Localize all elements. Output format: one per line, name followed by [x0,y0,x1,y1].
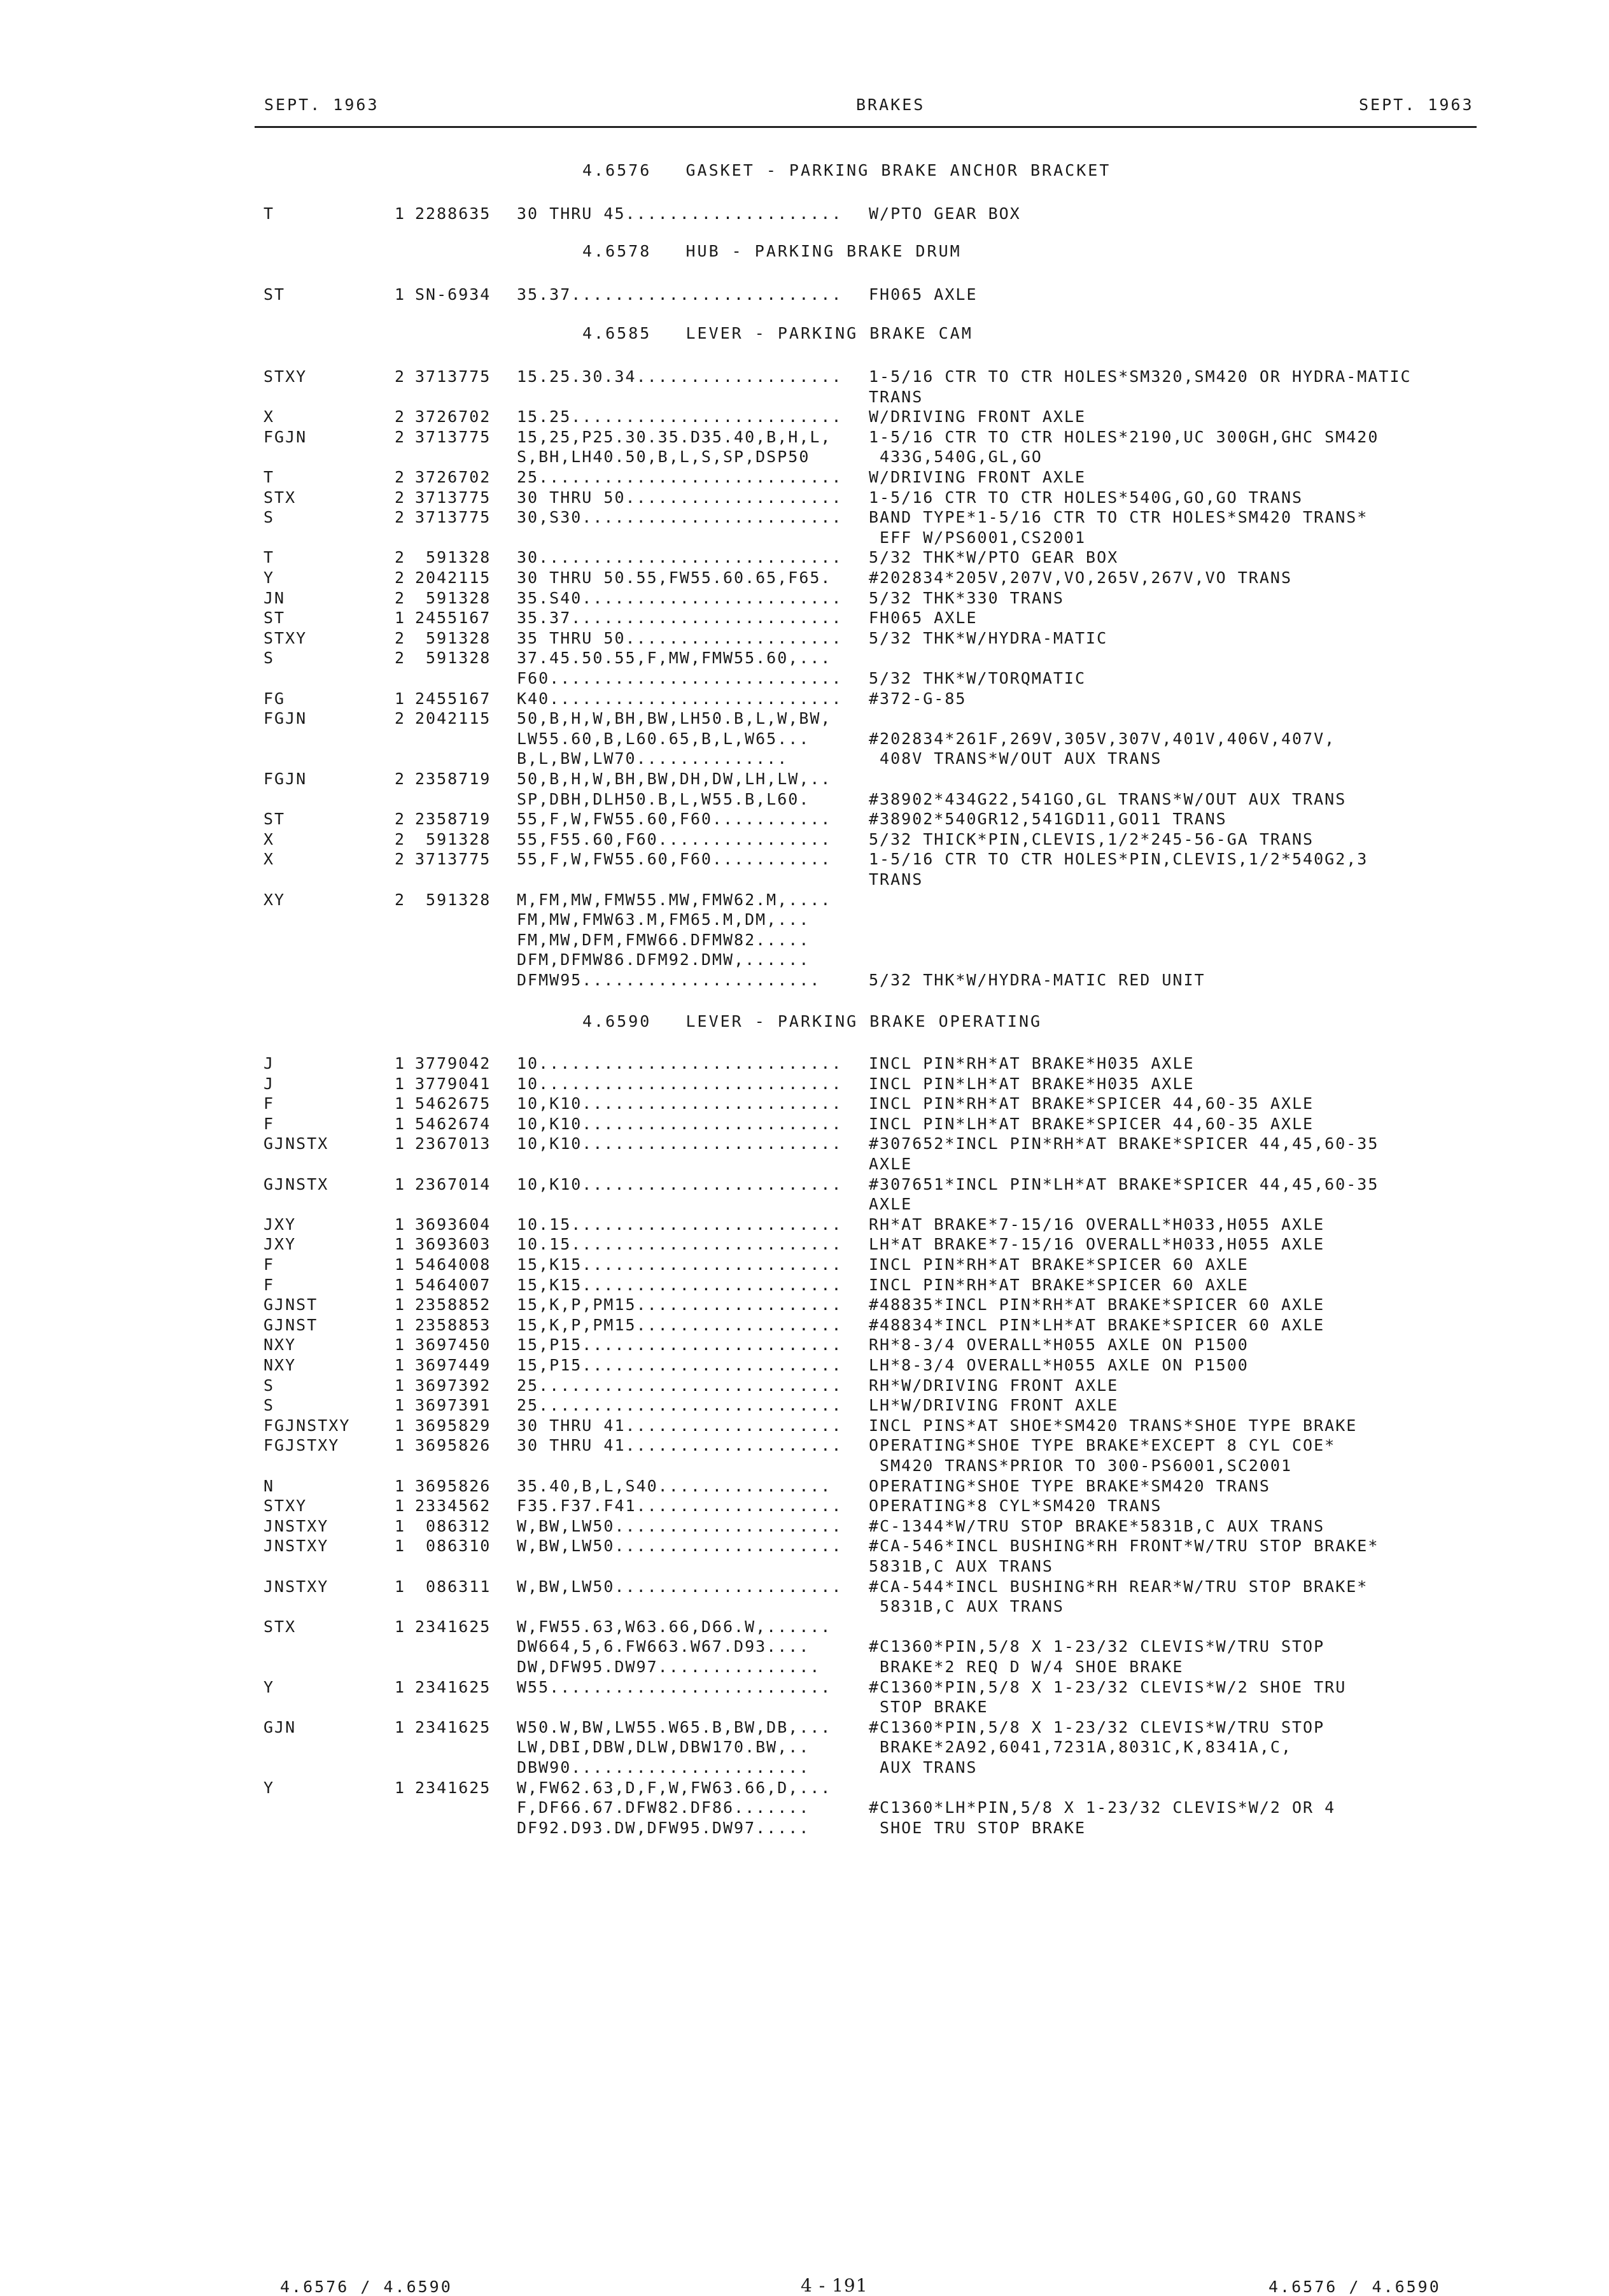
row-application: DW,DFW95.DW97............... [517,1658,821,1676]
row-description: LH*W/DRIVING FRONT AXLE [869,1396,1119,1415]
row-quantity: 1 [395,1335,406,1355]
row-part-number: 3693604 [415,1215,491,1234]
row-description: STOP BRAKE [869,1698,988,1717]
row-part-number: 591328 [415,588,491,607]
row-model-code: FGJN [263,427,307,446]
row-application: 35.S40........................ [517,588,843,607]
row-application: 55,F,W,FW55.60,F60........... [517,850,832,869]
row-application: 15,P15........................ [517,1335,843,1355]
row-quantity: 1 [395,1577,406,1596]
row-description: EFF W/PS6001,CS2001 [869,528,1086,547]
row-model-code: GJNSTX [263,1134,329,1153]
row-application: 30 THRU 41.................... [517,1416,843,1435]
row-application: SP,DBH,DLH50.B,L,W55.B,L60. [517,789,810,808]
row-application: DFM,DFMW86.DFM92.DMW,...... [517,950,810,969]
row-description: INCL PIN*RH*AT BRAKE*SPICER 44,60-35 AXLE [869,1094,1314,1113]
row-model-code: GJNSTX [263,1174,329,1194]
row-part-number: 3779041 [415,1074,491,1093]
row-quantity: 1 [395,689,406,708]
row-description: OPERATING*8 CYL*SM420 TRANS [869,1497,1162,1516]
row-application: 15.25.30.34................... [517,367,843,386]
row-model-code: T [263,468,275,486]
row-description: BRAKE*2A92,6041,7231A,8031C,K,8341A,C, [869,1738,1292,1757]
row-application: W50.W,BW,LW55.W65.B,BW,DB,... [517,1717,832,1736]
row-application: W,FW62.63,D,F,W,FW63.66,D,... [517,1778,832,1797]
header-date-right: SEPT. 1963 [1359,95,1474,114]
row-quantity: 2 [395,709,406,728]
row-description: AXLE [869,1195,913,1214]
row-application: 30 THRU 50.................... [517,488,843,507]
row-application: 55,F,W,FW55.60,F60........... [517,810,832,829]
row-description: #307652*INCL PIN*RH*AT BRAKE*SPICER 44,45,60-35 [869,1134,1379,1153]
row-part-number: 3726702 [415,407,491,426]
row-part-number: 3713775 [415,367,491,386]
row-quantity: 2 [395,850,406,869]
row-description: 5831B,C AUX TRANS [869,1597,1064,1616]
row-description: 5/32 THK*W/TORQMATIC [869,669,1086,687]
row-quantity: 1 [395,1275,406,1294]
row-quantity: 1 [395,1516,406,1535]
row-application: 10.15......................... [517,1235,843,1254]
row-description: OPERATING*SHOE TYPE BRAKE*SM420 TRANS [869,1476,1270,1495]
row-application: 50,B,H,W,BH,BW,LH50.B,L,W,BW, [517,709,832,728]
row-application: 15,P15........................ [517,1356,843,1374]
row-description: LH*8-3/4 OVERALL*H055 AXLE ON P1500 [869,1356,1249,1374]
row-application: F,DF66.67.DFW82.DF86....... [517,1798,810,1817]
row-application: 35.37......................... [517,285,843,304]
row-description: RH*W/DRIVING FRONT AXLE [869,1376,1119,1395]
row-description: TRANS [869,870,924,889]
row-description: 5/32 THK*W/HYDRA-MATIC RED UNIT [869,971,1205,989]
row-quantity: 2 [395,367,406,386]
row-part-number: 2358719 [415,770,491,788]
row-quantity: 1 [395,609,406,628]
row-part-number: 2358719 [415,810,491,829]
row-part-number: 5464007 [415,1275,491,1294]
row-description: 1-5/16 CTR TO CTR HOLES*540G,GO,GO TRANS [869,488,1303,507]
row-application: DBW90...................... [517,1758,810,1777]
row-part-number: 3779042 [415,1054,491,1073]
footer-left: 4.6576 / 4.6590 [280,2278,453,2296]
row-application: 37.45.50.55,F,MW,FMW55.60,... [517,649,832,668]
row-description: 5831B,C AUX TRANS [869,1557,1053,1575]
row-quantity: 1 [395,1114,406,1133]
row-application: W,BW,LW50..................... [517,1577,843,1596]
row-description: 5/32 THK*W/PTO GEAR BOX [869,548,1119,567]
row-description: INCL PIN*RH*AT BRAKE*SPICER 60 AXLE [869,1255,1249,1274]
row-description: #202834*205V,207V,VO,265V,267V,VO TRANS [869,568,1292,587]
row-part-number: 5464008 [415,1255,491,1274]
row-application: 35.40,B,L,S40................ [517,1476,832,1495]
row-model-code: NXY [263,1356,297,1374]
row-application: W,FW55.63,W63.66,D66.W,...... [517,1617,832,1636]
row-model-code: NXY [263,1335,297,1355]
row-application: 50,B,H,W,BH,BW,DH,DW,LH,LW,.. [517,770,832,788]
row-quantity: 2 [395,770,406,788]
row-part-number: 591328 [415,628,491,647]
row-part-number: 2367013 [415,1134,491,1153]
row-application: 10,K10........................ [517,1174,843,1194]
row-model-code: Y [263,1778,275,1797]
row-part-number: 3695829 [415,1416,491,1435]
row-description: SM420 TRANS*PRIOR TO 300-PS6001,SC2001 [869,1456,1292,1475]
row-part-number: 2367014 [415,1174,491,1194]
row-part-number: 3693603 [415,1235,491,1254]
row-model-code: STXY [263,628,307,647]
row-model-code: ST [263,810,286,829]
row-part-number: 2341625 [415,1717,491,1736]
row-model-code: GJNST [263,1295,318,1314]
row-quantity: 1 [395,1537,406,1556]
row-quantity: 1 [395,1235,406,1254]
row-quantity: 2 [395,427,406,446]
row-application: 15,K,P,PM15................... [517,1295,843,1314]
row-description: #48835*INCL PIN*RH*AT BRAKE*SPICER 60 AXLE [869,1295,1325,1314]
section-title: 4.6578 HUB - PARKING BRAKE DRUM [582,242,962,260]
row-description: 5/32 THK*W/HYDRA-MATIC [869,628,1108,647]
row-part-number: 2455167 [415,609,491,628]
row-part-number: 2341625 [415,1778,491,1797]
row-description: AUX TRANS [869,1758,978,1777]
row-description: #C-1344*W/TRU STOP BRAKE*5831B,C AUX TRANS [869,1516,1325,1535]
row-quantity: 1 [395,1416,406,1435]
row-quantity: 2 [395,588,406,607]
row-model-code: JXY [263,1215,297,1234]
row-model-code: FGJNSTXY [263,1416,351,1435]
row-model-code: S [263,649,275,668]
row-quantity: 2 [395,628,406,647]
row-part-number: 5462675 [415,1094,491,1113]
row-application: W,BW,LW50..................... [517,1516,843,1535]
row-quantity: 2 [395,890,406,909]
row-quantity: 1 [395,1094,406,1113]
row-model-code: S [263,508,275,527]
row-model-code: Y [263,568,275,587]
row-model-code: FGJN [263,770,307,788]
row-description: 433G,540G,GL,GO [869,447,1043,467]
row-quantity: 2 [395,568,406,587]
row-part-number: 2341625 [415,1677,491,1696]
row-model-code: STX [263,1617,297,1636]
row-model-code: S [263,1376,275,1395]
header-date-left: SEPT. 1963 [264,95,379,114]
row-application: 10,K10........................ [517,1134,843,1153]
row-model-code: STXY [263,367,307,386]
row-description: W/DRIVING FRONT AXLE [869,468,1086,486]
row-part-number: 3713775 [415,850,491,869]
row-quantity: 2 [395,810,406,829]
row-model-code: JN [263,588,286,607]
row-model-code: ST [263,285,286,304]
row-quantity: 1 [395,1376,406,1395]
row-part-number: 2042115 [415,568,491,587]
row-description: 5/32 THICK*PIN,CLEVIS,1/2*245-56-GA TRANS [869,829,1314,849]
row-part-number: 3697391 [415,1396,491,1415]
section-title: 4.6576 GASKET - PARKING BRAKE ANCHOR BRACKET [582,161,1111,180]
row-application: F35.F37.F41................... [517,1497,843,1516]
row-quantity: 2 [395,829,406,849]
row-application: 10,K10........................ [517,1114,843,1133]
row-model-code: JNSTXY [263,1537,329,1556]
row-description: #C1360*LH*PIN,5/8 X 1-23/32 CLEVIS*W/2 OR 4 [869,1798,1336,1817]
row-model-code: F [263,1114,275,1133]
row-description: #C1360*PIN,5/8 X 1-23/32 CLEVIS*W/TRU STOP [869,1637,1325,1656]
row-application: 25............................ [517,1376,843,1395]
row-model-code: F [263,1275,275,1294]
row-quantity: 2 [395,468,406,486]
row-application: DW664,5,6.FW663.W67.D93.... [517,1637,810,1656]
row-model-code: J [263,1054,275,1073]
row-application: M,FM,MW,FMW55.MW,FMW62.M,.... [517,890,832,909]
page-number: 4 - 191 [801,2275,868,2296]
row-application: 35.37......................... [517,609,843,628]
row-application: 15,K,P,PM15................... [517,1315,843,1334]
row-quantity: 1 [395,1215,406,1234]
row-description: FH065 AXLE [869,609,978,628]
row-description: 408V TRANS*W/OUT AUX TRANS [869,749,1162,768]
row-quantity: 1 [395,1617,406,1636]
section-title: 4.6590 LEVER - PARKING BRAKE OPERATING [582,1012,1043,1031]
row-part-number: 3726702 [415,468,491,486]
row-application: DF92.D93.DW,DFW95.DW97..... [517,1818,810,1837]
row-part-number: 5462674 [415,1114,491,1133]
row-quantity: 2 [395,649,406,668]
row-application: 25............................ [517,1396,843,1415]
row-application: K40........................... [517,689,843,708]
row-model-code: JNSTXY [263,1577,329,1596]
row-model-code: X [263,829,275,849]
row-description: W/PTO GEAR BOX [869,204,1021,223]
row-part-number: 086312 [415,1516,491,1535]
row-part-number: 591328 [415,649,491,668]
row-description: INCL PIN*RH*AT BRAKE*H035 AXLE [869,1054,1195,1073]
row-description: INCL PIN*LH*AT BRAKE*SPICER 44,60-35 AXLE [869,1114,1314,1133]
row-application: FM,MW,FMW63.M,FM65.M,DM,... [517,910,810,929]
row-description: BAND TYPE*1-5/16 CTR TO CTR HOLES*SM420 TRANS* [869,508,1368,527]
row-description: BRAKE*2 REQ D W/4 SHOE BRAKE [869,1658,1184,1676]
row-quantity: 1 [395,285,406,304]
row-quantity: 1 [395,1717,406,1736]
row-application: 10,K10........................ [517,1094,843,1113]
row-application: LW55.60,B,L60.65,B,L,W65... [517,729,810,748]
row-description: 1-5/16 CTR TO CTR HOLES*SM320,SM420 OR HYDRA-MATIC [869,367,1412,386]
row-part-number: 591328 [415,829,491,849]
row-description: 5/32 THK*330 TRANS [869,588,1064,607]
row-description: #202834*261F,269V,305V,307V,401V,406V,407V, [869,729,1336,748]
row-part-number: 086310 [415,1537,491,1556]
row-model-code: F [263,1094,275,1113]
row-part-number: 2288635 [415,204,491,223]
row-part-number: 2042115 [415,709,491,728]
row-description: FH065 AXLE [869,285,978,304]
row-application: 15.25......................... [517,407,843,426]
row-application: 15,25,P25.30.35.D35.40,B,H,L, [517,427,832,446]
row-application: DFMW95...................... [517,971,821,989]
row-description: RH*8-3/4 OVERALL*H055 AXLE ON P1500 [869,1335,1249,1355]
row-part-number: 2334562 [415,1497,491,1516]
row-quantity: 1 [395,1476,406,1495]
row-application: F60........................... [517,669,843,687]
row-model-code: GJN [263,1717,297,1736]
header-title: BRAKES [856,95,925,114]
row-application: 10............................ [517,1054,843,1073]
row-quantity: 1 [395,204,406,223]
row-description: #307651*INCL PIN*LH*AT BRAKE*SPICER 44,45,60-35 [869,1174,1379,1194]
row-application: 15,K15........................ [517,1255,843,1274]
row-application: B,L,BW,LW70.............. [517,749,789,768]
row-model-code: F [263,1255,275,1274]
row-model-code: STX [263,488,297,507]
row-model-code: Y [263,1677,275,1696]
row-quantity: 1 [395,1255,406,1274]
row-model-code: N [263,1476,275,1495]
row-part-number: 3697392 [415,1376,491,1395]
row-description: AXLE [869,1155,913,1173]
section-title: 4.6585 LEVER - PARKING BRAKE CAM [582,324,973,342]
row-description: #CA-546*INCL BUSHING*RH FRONT*W/TRU STOP BRAKE* [869,1537,1379,1556]
footer-right: 4.6576 / 4.6590 [1268,2278,1441,2296]
row-application: W,BW,LW50..................... [517,1537,843,1556]
row-part-number: 3697450 [415,1335,491,1355]
row-description: INCL PIN*RH*AT BRAKE*SPICER 60 AXLE [869,1275,1249,1294]
row-application: FM,MW,DFM,FMW66.DFMW82..... [517,930,810,949]
row-description: 1-5/16 CTR TO CTR HOLES*PIN,CLEVIS,1/2*540G2,3 [869,850,1368,869]
row-application: 35 THRU 50.................... [517,628,843,647]
row-model-code: FGJSTXY [263,1436,340,1455]
row-quantity: 1 [395,1778,406,1797]
row-model-code: X [263,407,275,426]
row-quantity: 2 [395,508,406,527]
row-description: #38902*434G22,541GO,GL TRANS*W/OUT AUX TRANS [869,789,1347,808]
row-model-code: XY [263,890,286,909]
row-quantity: 1 [395,1315,406,1334]
row-description: RH*AT BRAKE*7-15/16 OVERALL*H033,H055 AXLE [869,1215,1325,1234]
row-part-number: 3713775 [415,488,491,507]
row-application: LW,DBI,DBW,DLW,DBW170.BW,.. [517,1738,810,1757]
row-part-number: 3713775 [415,427,491,446]
row-application: 30 THRU 45.................... [517,204,843,223]
row-part-number: 3695826 [415,1436,491,1455]
row-part-number: 591328 [415,890,491,909]
row-part-number: 2455167 [415,689,491,708]
row-part-number: SN-6934 [415,285,491,304]
row-part-number: 2341625 [415,1617,491,1636]
row-quantity: 1 [395,1174,406,1194]
row-description: #372-G-85 [869,689,967,708]
row-description: TRANS [869,387,924,406]
row-application: S,BH,LH40.50,B,L,S,SP,DSP50 [517,447,810,467]
row-part-number: 3697449 [415,1356,491,1374]
row-model-code: FG [263,689,286,708]
row-part-number: 2358853 [415,1315,491,1334]
row-application: 25............................ [517,468,843,486]
row-description: OPERATING*SHOE TYPE BRAKE*EXCEPT 8 CYL COE* [869,1436,1336,1455]
row-quantity: 1 [395,1295,406,1314]
row-description: LH*AT BRAKE*7-15/16 OVERALL*H033,H055 AXLE [869,1235,1325,1254]
row-part-number: 591328 [415,548,491,567]
row-model-code: STXY [263,1497,307,1516]
header-rule [255,126,1477,128]
row-description: #CA-544*INCL BUSHING*RH REAR*W/TRU STOP BRAKE* [869,1577,1368,1596]
row-application: 15,K15........................ [517,1275,843,1294]
row-quantity: 2 [395,488,406,507]
row-model-code: T [263,204,275,223]
row-part-number: 3695826 [415,1476,491,1495]
row-quantity: 1 [395,1396,406,1415]
row-application: 30............................ [517,548,843,567]
row-model-code: T [263,548,275,567]
row-part-number: 086311 [415,1577,491,1596]
row-description: SHOE TRU STOP BRAKE [869,1818,1086,1837]
row-description: INCL PINS*AT SHOE*SM420 TRANS*SHOE TYPE BRAKE [869,1416,1358,1435]
row-part-number: 3713775 [415,508,491,527]
row-model-code: X [263,850,275,869]
row-description: W/DRIVING FRONT AXLE [869,407,1086,426]
row-application: 30,S30........................ [517,508,843,527]
row-part-number: 2358852 [415,1295,491,1314]
row-application: 30 THRU 50.55,FW55.60.65,F65. [517,568,832,587]
row-quantity: 1 [395,1677,406,1696]
row-description: INCL PIN*LH*AT BRAKE*H035 AXLE [869,1074,1195,1093]
row-description: #C1360*PIN,5/8 X 1-23/32 CLEVIS*W/2 SHOE TRU [869,1677,1347,1696]
row-quantity: 1 [395,1074,406,1093]
row-quantity: 1 [395,1134,406,1153]
row-quantity: 2 [395,407,406,426]
row-quantity: 1 [395,1356,406,1374]
row-model-code: JXY [263,1235,297,1254]
row-application: 10............................ [517,1074,843,1093]
row-application: W55.......................... [517,1677,832,1696]
row-description: #C1360*PIN,5/8 X 1-23/32 CLEVIS*W/TRU STOP [869,1717,1325,1736]
row-description: 1-5/16 CTR TO CTR HOLES*2190,UC 300GH,GHC SM420 [869,427,1379,446]
row-quantity: 1 [395,1497,406,1516]
row-model-code: J [263,1074,275,1093]
row-model-code: ST [263,609,286,628]
row-model-code: FGJN [263,709,307,728]
row-quantity: 2 [395,548,406,567]
row-model-code: S [263,1396,275,1415]
row-application: 55,F55.60,F60................ [517,829,832,849]
row-application: 30 THRU 41.................... [517,1436,843,1455]
row-quantity: 1 [395,1436,406,1455]
row-application: 10.15......................... [517,1215,843,1234]
row-description: #38902*540GR12,541GD11,GO11 TRANS [869,810,1227,829]
row-model-code: JNSTXY [263,1516,329,1535]
row-description: #48834*INCL PIN*LH*AT BRAKE*SPICER 60 AXLE [869,1315,1325,1334]
row-quantity: 1 [395,1054,406,1073]
row-model-code: GJNST [263,1315,318,1334]
